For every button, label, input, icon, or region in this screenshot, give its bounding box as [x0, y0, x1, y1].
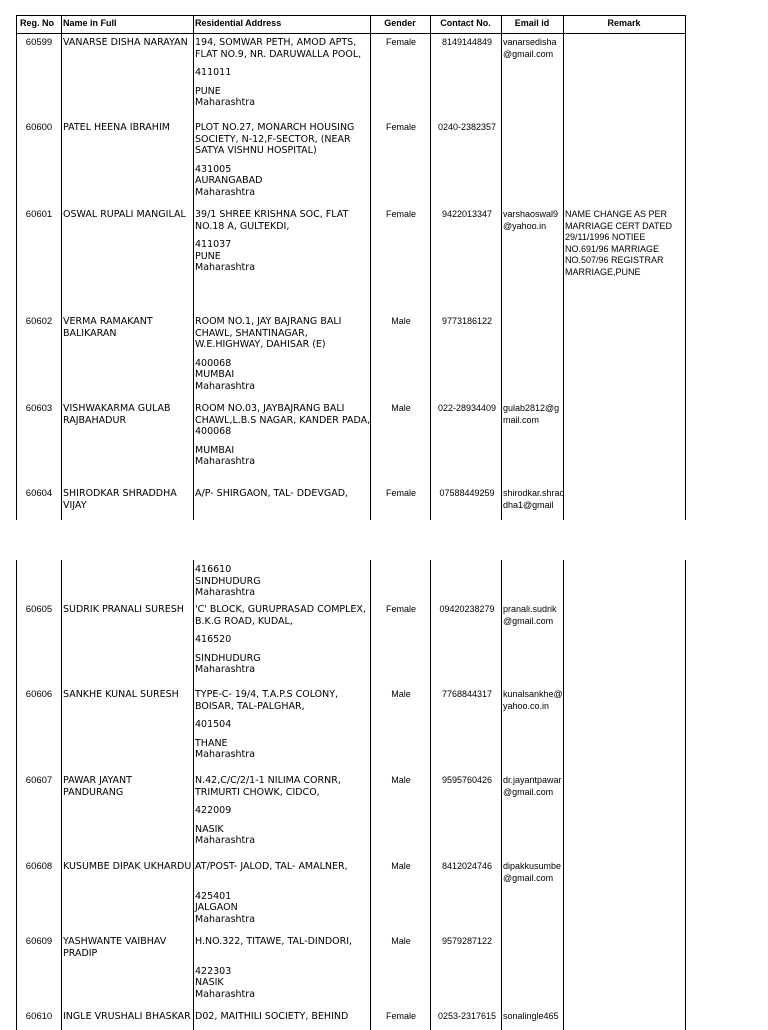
residential-address: [195, 37, 373, 109]
residential-address: [195, 689, 373, 761]
city: SINDHUDURG: [195, 575, 261, 587]
gender: Male: [391, 403, 411, 413]
gender: Female: [385, 37, 416, 47]
city: MUMBAI: [195, 369, 235, 380]
contact-no: 9595760426: [441, 775, 493, 785]
residential-address: [195, 403, 373, 468]
pin-code: 422009: [195, 805, 232, 816]
column-divider: [430, 16, 431, 520]
contact-no: 07588449259: [439, 488, 495, 498]
email-id: shirodkar.shraddha1@gmail: [503, 488, 565, 510]
table-header: [17, 16, 685, 34]
residential-address: [195, 122, 373, 198]
address-line: 194, SOMWAR PETH, AMOD APTS, FLAT NO.9, NR. DARUWALLA POOL,: [195, 37, 362, 60]
reg-no: 60600: [25, 122, 53, 133]
state: Maharashtra: [195, 262, 256, 273]
city: SINDHUDURG: [195, 652, 261, 664]
address-line: PLOT NO.27, MONARCH HOUSING SOCIETY, N-12,F-SECTOR, (NEAR SATYA VISHNU HOSPITAL): [195, 122, 355, 156]
email-id: sonalingle465: [503, 1011, 559, 1021]
city: JALGAON: [195, 902, 238, 913]
address-line: TYPE-C- 19/4, T.A.P.S COLONY, BOISAR, TAL-PALGHAR,: [195, 689, 339, 712]
column-divider: [193, 560, 194, 1030]
pin-code: 416520: [195, 634, 232, 645]
header-contact: Contact No.: [440, 18, 491, 28]
full-name: SHIRODKAR SHRADDHA VIJAY: [63, 488, 177, 511]
reg-no: 60609: [25, 936, 53, 947]
residential-address: D02, MAITHILI SOCIETY, BEHIND: [195, 1011, 349, 1022]
email-id: varshaoswal9@yahoo.in: [503, 209, 559, 231]
email-id: dipakkusumbe@gmail.com: [503, 861, 562, 883]
gender: Male: [391, 689, 411, 699]
state: Maharashtra: [195, 456, 256, 467]
email-id: gulab2812@gmail.com: [503, 403, 560, 425]
address-line: H.NO.322, TITAWE, TAL-DINDORI,: [195, 936, 353, 947]
state: Maharashtra: [195, 835, 256, 846]
header-reg-no: Reg. No: [20, 18, 55, 28]
column-divider: [193, 16, 194, 520]
state: Maharashtra: [195, 664, 256, 675]
address-line: AT/POST- JALOD, TAL- AMALNER,: [195, 861, 348, 872]
address-line: ROOM NO.1, JAY BAJRANG BALI CHAWL, SHANTINAGAR, W.E.HIGHWAY, DAHISAR (E): [195, 316, 342, 350]
state: Maharashtra: [195, 186, 256, 198]
reg-no: 60602: [25, 316, 53, 327]
residential-address: [195, 775, 373, 847]
city: THANE: [195, 737, 228, 749]
pin-code: 431005: [195, 163, 232, 175]
address-line: ROOM NO.03, JAYBAJRANG BALI CHAWL,L.B.S NAGAR, KANDER PADA,: [195, 403, 371, 426]
gender: Female: [385, 1011, 416, 1021]
residential-address: A/P- SHIRGAON, TAL- DDEVGAD,: [195, 488, 349, 499]
column-divider: [430, 560, 431, 1030]
state: Maharashtra: [195, 97, 256, 108]
residential-address: [195, 861, 373, 925]
contact-no: 0240-2382357: [437, 122, 497, 132]
gender: Male: [391, 316, 411, 326]
header-address: Residential Address: [195, 18, 282, 28]
state: Maharashtra: [195, 913, 256, 925]
full-name: VANARSE DISHA NARAYAN: [63, 37, 188, 48]
reg-no: 60604: [25, 488, 53, 499]
full-name: INGLE VRUSHALI BHASKAR: [63, 1011, 191, 1022]
state: Maharashtra: [195, 587, 256, 598]
header-name: Name in Full: [63, 18, 117, 28]
contact-no: 8149144849: [441, 37, 493, 47]
full-name: YASHWANTE VAIBHAV PRADIP: [63, 936, 167, 959]
residential-address: [195, 209, 373, 274]
header-remark: Remark: [607, 18, 641, 28]
full-name: PATEL HEENA IBRAHIM: [63, 122, 170, 133]
city: PUNE: [195, 85, 221, 97]
registration-table-page-2: [16, 560, 686, 1030]
contact-no: 9422013347: [441, 209, 493, 219]
full-name: VISHWAKARMA GULAB RAJBAHADUR: [63, 403, 171, 426]
city: AURANGABAD: [195, 175, 263, 186]
city: PUNE: [195, 250, 221, 262]
reg-no: 60601: [25, 209, 53, 220]
pin-code: 422303: [195, 965, 232, 977]
reg-no: 60599: [25, 37, 53, 48]
reg-no: 60603: [25, 403, 53, 414]
gender: Female: [385, 604, 416, 614]
remark: NAME CHANGE AS PER MARRIAGE CERT DATED 29/11/1996 NOTIEE NO.691/96 MARRIAGE NO.507/96 REGISTRAR MARRIAGE,PUNE: [565, 209, 673, 277]
pin-code: 411037: [195, 239, 232, 250]
column-divider: [501, 16, 502, 520]
residential-address: [195, 316, 373, 392]
column-divider: [61, 560, 62, 1030]
residential-address: [195, 604, 373, 676]
pin-code: 416610: [195, 564, 232, 575]
registration-table-page-1: [16, 15, 686, 520]
pin-code: 401504: [195, 719, 232, 730]
pin-code: 400068: [195, 426, 232, 437]
city: NASIK: [195, 823, 224, 835]
residential-address: [195, 936, 373, 1000]
contact-no: 022-28934409: [437, 403, 497, 413]
full-name: VERMA RAMAKANT BALIKARAN: [63, 316, 153, 339]
gender: Male: [391, 936, 411, 946]
address-line: N.42,C/C/2/1-1 NILIMA CORNR, TRIMURTI CHOWK, CIDCO,: [195, 775, 341, 798]
full-name: SANKHE KUNAL SURESH: [63, 689, 179, 700]
residential-address: [195, 564, 373, 599]
reg-no: 60610: [25, 1011, 53, 1022]
full-name: OSWAL RUPALI MANGILAL: [63, 209, 186, 220]
gender: Female: [385, 122, 416, 132]
full-name: SUDRIK PRANALI SURESH: [63, 604, 184, 615]
full-name: PAWAR JAYANT PANDURANG: [63, 775, 132, 798]
city: NASIK: [195, 977, 224, 988]
pin-code: 411011: [195, 67, 232, 78]
contact-no: 9579287122: [441, 936, 493, 946]
address-line: 'C' BLOCK, GURUPRASAD COMPLEX, B.K.G ROAD, KUDAL,: [195, 604, 366, 627]
header-gender: Gender: [384, 18, 416, 28]
state: Maharashtra: [195, 988, 256, 1000]
contact-no: 8412024746: [441, 861, 493, 871]
email-id: pranali.sudrik@gmail.com: [503, 604, 557, 626]
email-id: vanarsedisha@gmail.com: [503, 37, 557, 59]
column-divider: [501, 560, 502, 1030]
gender: Female: [385, 488, 416, 498]
state: Maharashtra: [195, 380, 256, 392]
address-line: 39/1 SHREE KRISHNA SOC, FLAT NO.18 A, GULTEKDI,: [195, 209, 349, 232]
contact-no: 7768844317: [441, 689, 493, 699]
email-id: kunalsankhe@yahoo.co.in: [503, 689, 563, 711]
state: Maharashtra: [195, 749, 256, 760]
gender: Female: [385, 209, 416, 219]
email-id: dr.jayantpawar@gmail.com: [503, 775, 562, 797]
header-email: Email id: [514, 18, 550, 28]
city: MUMBAI: [195, 444, 235, 456]
full-name: KUSUMBE DIPAK UKHARDU: [63, 861, 192, 872]
column-divider: [563, 16, 564, 520]
reg-no: 60607: [25, 775, 53, 786]
contact-no: 0253-2317615: [437, 1011, 497, 1021]
reg-no: 60606: [25, 689, 53, 700]
contact-no: 9773186122: [441, 316, 493, 326]
pin-code: 425401: [195, 890, 232, 902]
gender: Male: [391, 775, 411, 785]
contact-no: 09420238279: [439, 604, 495, 614]
gender: Male: [391, 861, 411, 871]
reg-no: 60605: [25, 604, 53, 615]
column-divider: [61, 16, 62, 520]
reg-no: 60608: [25, 861, 53, 872]
pin-code: 400068: [195, 357, 232, 369]
